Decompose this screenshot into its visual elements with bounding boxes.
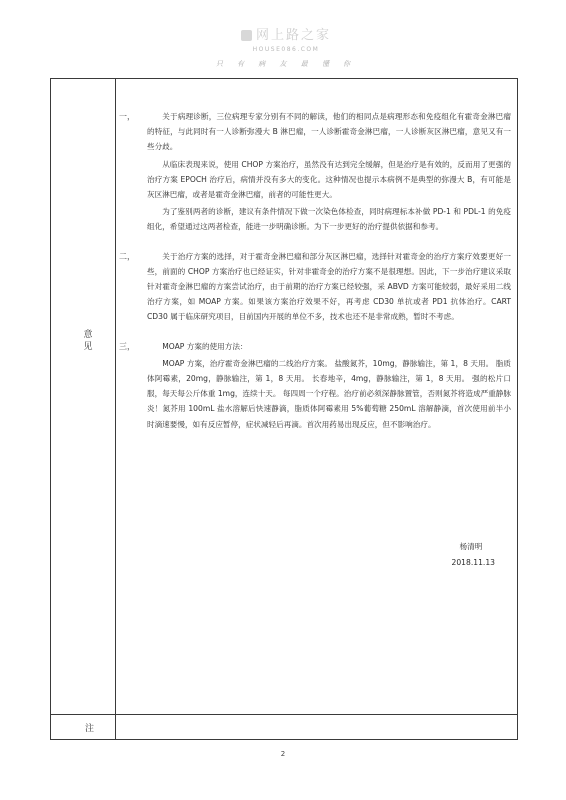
paragraph: MOAP 方案的使用方法： xyxy=(162,341,248,351)
note-label: 注 xyxy=(85,724,95,734)
paragraph: MOAP 方案，治疗霍奇金淋巴瘤的二线治疗方案。 盐酸氮芥，10mg，静脉输注，第 1，8 天用。 脂质体阿霉素，20mg，静脉输注，第 1，8 天用。 长春地辛，4mg，静脉输注，第 1，8 天用。 强的松片口服，每天每公斤体重 1mg，连续十天。 每四周一个疗程。治疗前必须深静脉置管，否则氮芥将造成严重静脉炎！氮芥用 100mL 盐水溶解后快速静滴，脂质体阿霉素用 5%葡萄糖 250mL 溶解静滴，首次使用前半小时滴速要慢，如有反应暂停，症状减轻后再滴。首次用药易出现反应，但不影响治疗。 xyxy=(147,358,511,429)
heart-icon xyxy=(241,30,252,41)
signature-date: 2018.11.13 xyxy=(451,558,495,567)
opinion-label: 意见 xyxy=(83,330,93,352)
watermark-slogan: 只 有 病 友 最 懂 你 xyxy=(215,60,357,68)
watermark-logo-text: 网上路之家 xyxy=(255,28,331,43)
section-number: 二， xyxy=(119,251,135,261)
section-treatment-choice xyxy=(119,249,511,325)
section-pathology xyxy=(119,109,511,235)
paragraph: 关于病理诊断，三位病理专家分别有不同的解读，他们的相同点是病理形态和免疫组化有霍奇金淋巴瘤的特征，与此同时有一人诊断弥漫大 B 淋巴瘤，一人诊断霍奇金淋巴瘤，一人诊断灰区淋巴瘤，意见又有一些分歧。 xyxy=(147,112,511,152)
watermark-domain: HOUSE086.COM xyxy=(252,46,320,53)
site-watermark xyxy=(196,24,376,84)
column-divider xyxy=(115,79,116,739)
opinion-form-table xyxy=(50,78,518,740)
opinion-content xyxy=(119,103,511,434)
paragraph: 关于治疗方案的选择，对于霍奇金淋巴瘤和部分灰区淋巴瘤，选择针对霍奇金的治疗方案疗效要更好一些，前面的 CHOP 方案治疗也已经证实，针对非霍奇金的治疗方案不是很理想。因此，下一步治疗建议采取针对霍奇金淋巴瘤的方案尝试治疗，由于前期的治疗方案已经较强，采 ABVD 方案可能较弱，最好采用二线治疗方案，如 MOAP 方案。如果该方案治疗效果不好，再考虑 CD30 单抗或者 PD1 抗体治疗。CART CD30 属于临床研究项目，目前国内开展的单位不多，技术也还不是非常成熟，暂时不考虑。 xyxy=(147,251,511,322)
section-moap-usage xyxy=(119,339,511,432)
page-number: 2 xyxy=(280,750,286,758)
section-number: 一， xyxy=(119,112,135,121)
paragraph: 为了鉴别两者的诊断，建议有条件情况下做一次染色体检查，同时病理标本补做 PD-1 和 PDL-1 的免疫组化，希望通过这两者检查，能进一步明确诊断。为下一步更好的治疗提供依据和参考。 xyxy=(147,207,511,232)
signer-name: 杨清明 xyxy=(459,542,483,551)
watermark-logo xyxy=(196,24,376,43)
paragraph: 从临床表现来说，使用 CHOP 方案治疗，虽然没有达到完全缓解，但是治疗是有效的，反而用了更强的治疗方案 EPOCH 治疗后，病情并没有多大的变化。这种情况也提示本病例不是典型的弥漫大 B，有可能是灰区淋巴瘤，或者是霍奇金淋巴瘤，前者的可能性更大。 xyxy=(147,159,511,200)
section-number: 三， xyxy=(119,341,135,351)
row-divider xyxy=(51,714,517,715)
signature-block xyxy=(452,539,495,571)
